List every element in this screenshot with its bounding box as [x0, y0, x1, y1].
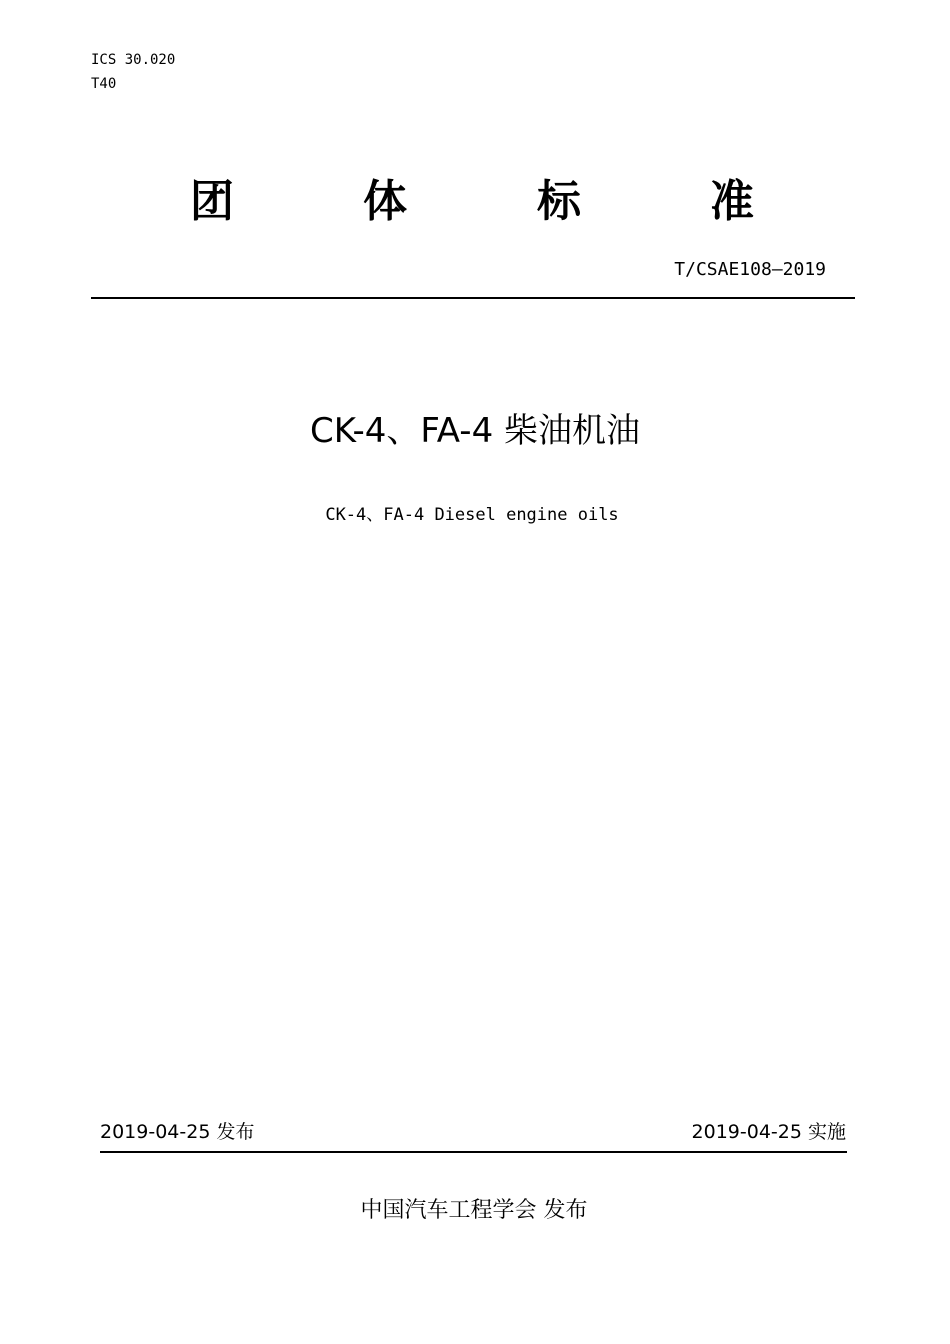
standard-type-char: 团	[190, 176, 234, 227]
ics-code: ICS 30.020	[91, 52, 176, 68]
ccs-code: T40	[91, 76, 117, 92]
standard-type-char: 准	[710, 176, 754, 227]
publisher: 中国汽车工程学会 发布	[360, 1198, 588, 1223]
standard-type-char: 标	[537, 176, 581, 227]
issue-date: 2019-04-25 发布	[100, 1121, 255, 1143]
standard-type-char: 体	[363, 176, 407, 227]
ics-classification	[91, 48, 175, 96]
footer-divider	[100, 1151, 847, 1153]
standard-number: T/CSAE108—2019	[674, 259, 826, 280]
document-title-english: CK-4、FA-4 Diesel engine oils	[325, 505, 619, 525]
standard-type-heading	[0, 172, 950, 232]
header-divider	[91, 297, 855, 299]
implementation-date: 2019-04-25 实施	[691, 1121, 846, 1143]
document-title-chinese: CK-4、FA-4 柴油机油	[309, 411, 641, 451]
